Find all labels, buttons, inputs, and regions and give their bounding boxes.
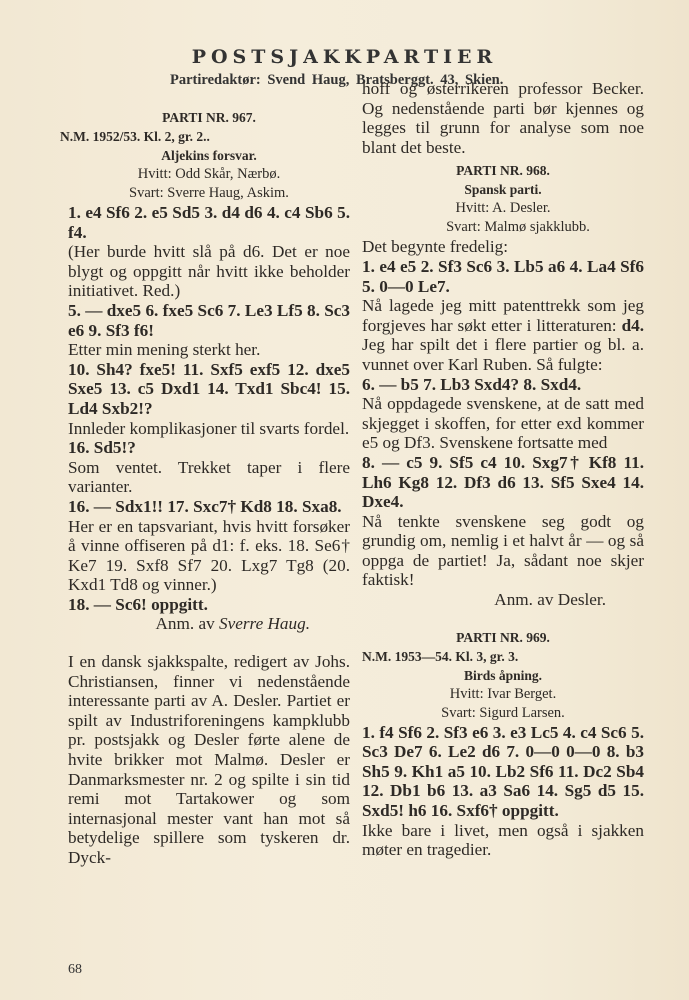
annotator-name: Sverre Haug. bbox=[218, 614, 310, 634]
game-968-annotation: Anm. av Desler. bbox=[494, 590, 606, 610]
game-968-heading: PARTI NR. 968. bbox=[456, 163, 550, 179]
game-967-note-5: Her er en tapsvariant, hvis hvitt forsøker å vinne offiseren på d1: f. eks. 18. Se6† Ke7 19. Sxf8 Sf7 20. Lxg7 Tg8 (20. Kxd1 Td8 og vinner.) bbox=[68, 516, 350, 595]
game-967-moves-1: 1. e4 Sf6 2. e5 Sd5 3. d4 d6 4. c4 Sb6 5. f4. bbox=[68, 203, 350, 242]
game-967-moves-5: 16. — Sdx1!! 17. Sxc7† Kd8 18. Sxa8. bbox=[68, 496, 342, 516]
game-967-opening: Aljekins forsvar. bbox=[161, 148, 257, 163]
game-967-white: Hvitt: Odd Skår, Nærbø. bbox=[137, 166, 281, 182]
game-968-note-1 bbox=[362, 296, 644, 374]
note-text: Nå lagede jeg mitt patenttrekk som jeg forgjeves har søkt etter i litteraturen: bbox=[362, 296, 644, 335]
right-column bbox=[362, 79, 644, 860]
game-967-black: Svart: Sverre Haug, Askim. bbox=[129, 185, 289, 201]
game-968-opening: Spansk parti. bbox=[464, 182, 542, 198]
game-967-heading: PARTI NR. 967. bbox=[162, 110, 256, 125]
game-968-moves-1: 1. e4 e5 2. Sf3 Sc6 3. Lb5 a6 4. La4 Sf6 5. 0—0 Le7. bbox=[362, 256, 644, 296]
game-969-event: N.M. 1953—54. Kl. 3, gr. 3. bbox=[362, 648, 519, 664]
page-title: POSTSJAKKPARTIER bbox=[191, 46, 498, 68]
game-968-moves-2: 6. — b5 7. Lb3 Sxd4? 8. Sxd4. bbox=[362, 374, 582, 394]
annotation-prefix: Anm. av bbox=[155, 614, 215, 634]
intro-paragraph: I en dansk sjakkspalte, redigert av Johs. Christiansen, finner vi nedenstående interessante parti av A. Desler. Partiet er spilt av Industriforeningens kampklubb pr. postsjakk og Desler førte alene de hvite brikker mot Malmø. Desler er Danmarksmester nr. 2 og spilte i sin tid remi mot Tartakower og som internasjonal mester vant han mot så betydelige spillere som tyskeren dr. Dyck- bbox=[68, 652, 350, 867]
game-968-note-3: Nå tenkte svenskene seg godt og grundig om, nemlig i et halvt år — og så oppga de partiet! Ja, sådant noe skjer faktisk! bbox=[362, 511, 644, 590]
note-move: d4. bbox=[621, 315, 645, 335]
game-968-moves-3: 8. — c5 9. Sf5 c4 10. Sxg7† Kf8 11. Lh6 Kg8 12. Df3 d6 13. Sf5 Sxe4 14. Dxe4. bbox=[362, 452, 644, 512]
intro-continued: hoff og østerrikeren professor Becker. Og nedenstående parti bør kjennes og legges til grunn for analyse som noe blant det beste. bbox=[362, 79, 644, 157]
game-967-moves-6: 18. — Sc6! oppgitt. bbox=[68, 594, 208, 614]
game-968-note-2: Nå oppdagede svenskene, at de satt med skjegget i skoffen, for etter exd kommer e5 og Df3. Svenskene fortsatte med bbox=[362, 394, 644, 453]
note-text: Jeg har spilt det i flere partier og bl. a. vunnet over Karl Ruben. Så fulgte: bbox=[362, 335, 644, 374]
game-969-note-1: Ikke bare i livet, men også i sjakken møter en tragedier. bbox=[362, 820, 644, 860]
editor-line: Partiredaktør: Svend Haug, Bratsberggt. 43, Skien. bbox=[170, 72, 504, 88]
game-969-opening: Birds åpning. bbox=[463, 667, 543, 683]
game-967-moves-3: 10. Sh4? fxe5! 11. Sxf5 exf5 12. dxe5 Sxe5 13. c5 Dxd1 14. Txd1 Sbc4! 15. Ld4 Sxb2!? bbox=[68, 359, 350, 418]
page-number: 68 bbox=[68, 962, 82, 977]
game-969-heading: PARTI NR. 969. bbox=[456, 629, 550, 645]
game-968-note-0: Det begynte fredelig: bbox=[362, 237, 509, 257]
left-column bbox=[60, 96, 350, 868]
game-967-event: N.M. 1952/53. Kl. 2, gr. 2.. bbox=[60, 129, 210, 144]
game-967-note-4: Som ventet. Trekket taper i flere varianter. bbox=[68, 457, 350, 497]
game-968-white: Hvitt: A. Desler. bbox=[455, 200, 551, 217]
game-967-note-3: Innleder komplikasjoner til svarts fordel. bbox=[68, 418, 350, 438]
game-968-black: Svart: Malmø sjakklubb. bbox=[446, 219, 590, 236]
game-969-white: Hvitt: Ivar Berget. bbox=[449, 685, 557, 702]
game-967-note-1: (Her burde hvitt slå på d6. Det er noe blygt og oppgitt når hvitt ikke beholder initiativet. Red.) bbox=[68, 242, 350, 301]
game-967-annotation bbox=[68, 614, 350, 634]
game-969-moves-1: 1. f4 Sf6 2. Sf3 e6 3. e3 Lc5 4. c4 Sc6 5. Sc3 De7 6. Le2 d6 7. 0—0 0—0 8. b3 Sh5 9. Kh1 a5 10. Lb2 Sf6 11. Dc2 Sb4 12. Db1 b6 13. a3 Sa6 14. Sg5 d5 15. Sxd5! h6 16. Sxf6† oppgitt. bbox=[362, 722, 644, 821]
game-967-moves-4: 16. Sd5!? bbox=[68, 438, 136, 458]
game-967-note-2: Etter min mening sterkt her. bbox=[68, 340, 261, 360]
game-967-moves-2: 5. — dxe5 6. fxe5 Sc6 7. Le3 Lf5 8. Sc3 e6 9. Sf3 f6! bbox=[68, 300, 350, 340]
game-969-black: Svart: Sigurd Larsen. bbox=[441, 704, 565, 721]
